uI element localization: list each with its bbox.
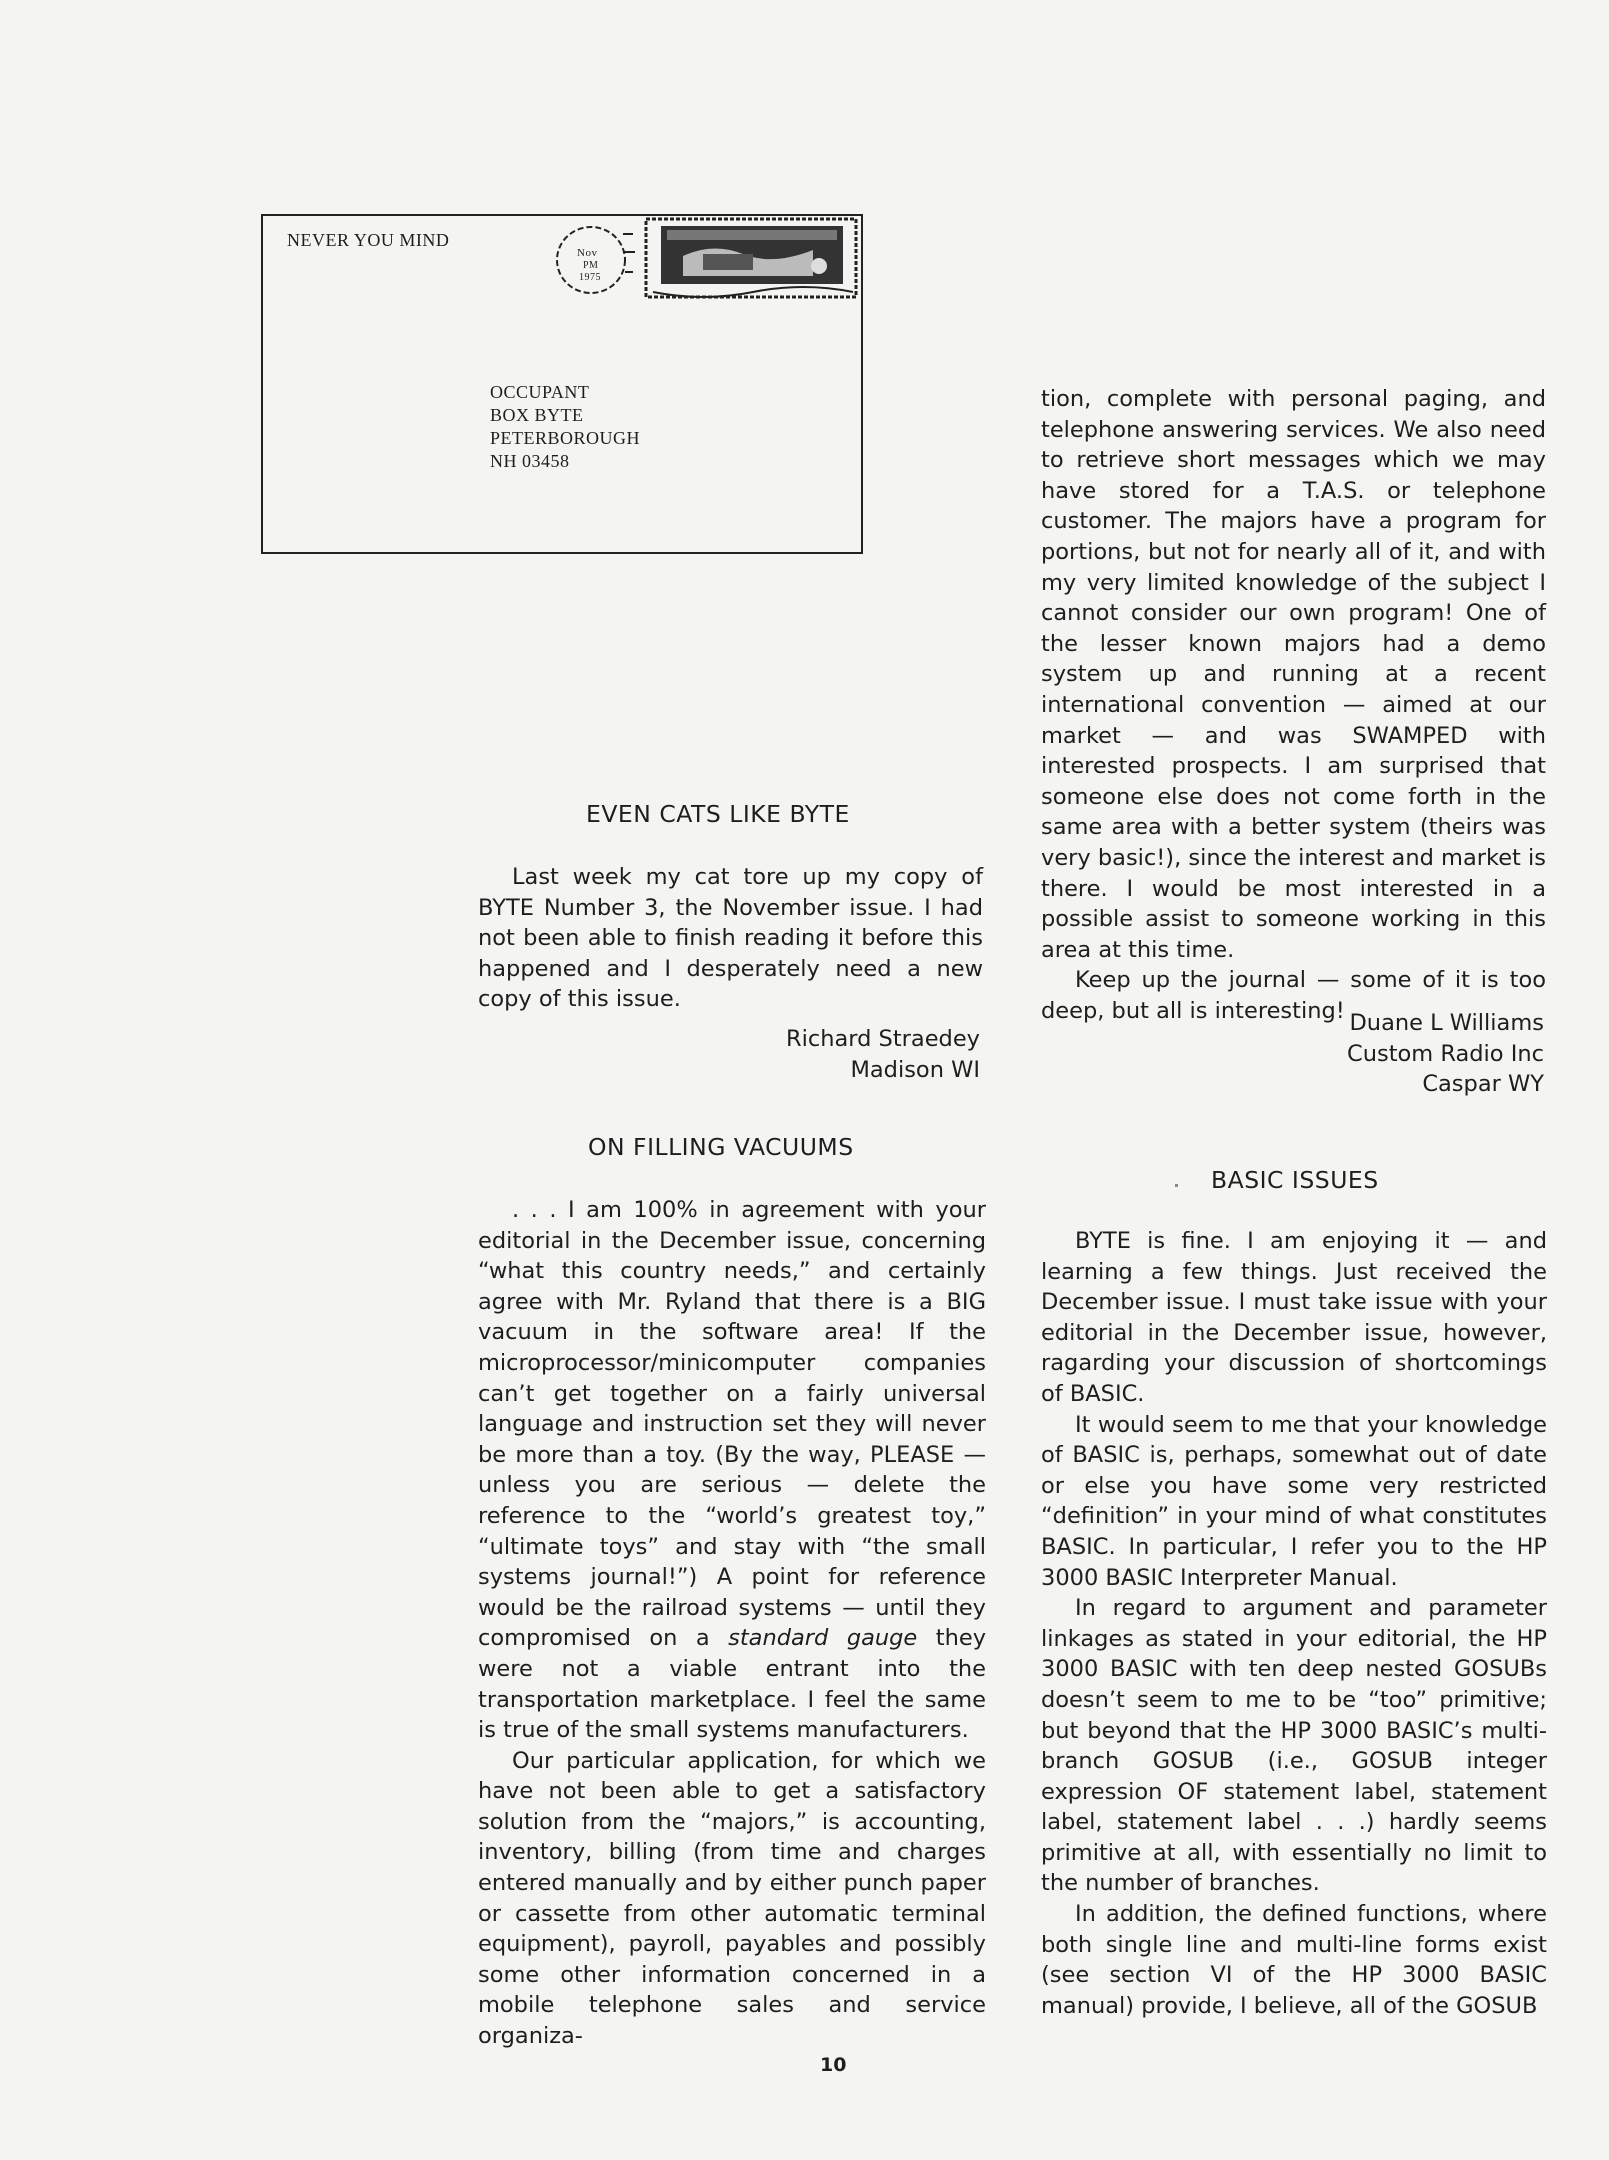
paragraph-text: . . . I am 100% in agreement with your editorial in the December issue, concerning “what this country needs,” and certainly agree with Mr. Ryland that there is a BIG vacuum in the software area! If the microprocessor/minicomputer companies can’t get together on a fairly universal language and instruction set they will never be more than a toy. (By the way, PLEASE — unless you are serious — delete the reference to the “world’s greatest toy,” “ultimate toys” and stay with “the small systems journal!”) A point for reference would be the railroad systems — until they compromised on a (478, 1197, 986, 1652)
svg-text:1975: 1975 (579, 272, 601, 283)
paragraph: It would seem to me that your knowledge of BASIC is, perhaps, somewhat out of date or else you have some very restricted “definition” in your mind of what constitutes BASIC. In particular, I refer you to the HP 3000 BASIC Interpreter Manual. (1041, 1411, 1547, 1591)
signature-williams (1220, 1008, 1544, 1100)
signature-line: Duane L Williams (1349, 1010, 1544, 1036)
paragraph: In addition, the defined functions, where both single line and multi-line forms exist (see section VI of the HP 3000 BASIC manual) provide, I believe, all of the GOSUB (1041, 1901, 1547, 2019)
emphasis-text: standard gauge (728, 1625, 918, 1652)
address-line: BOX BYTE (490, 405, 584, 425)
postage-stamp-icon (643, 216, 861, 304)
recipient-address (490, 381, 640, 473)
paragraph: In regard to argument and parameter linkages as stated in your editorial, the HP 3000 BASIC with ten deep nested GOSUBs doesn’t seem to me to be “too” primitive; but beyond that the HP 3000 BASIC’s multi-branch GOSUB (i.e., GOSUB integer expression OF statement label, statement label, statement label . . .) hardly seems primitive at all, with essentially no limit to the number of branches. (1041, 1595, 1547, 1897)
signature-line: Custom Radio Inc (1347, 1040, 1544, 1067)
signature-line: Caspar WY (1422, 1071, 1544, 1098)
postmark-icon (549, 222, 639, 302)
svg-text:Nov: Nov (577, 247, 598, 259)
letter-heading-cats: EVEN CATS LIKE BYTE (586, 800, 850, 828)
letter-body-vacuums (478, 1195, 986, 2052)
paragraph (478, 1195, 986, 1746)
signature-straedey (700, 1024, 980, 1085)
signature-line: Richard Straedey (785, 1026, 980, 1052)
page-number: 10 (820, 2054, 847, 2076)
paragraph-text: they were not a viable entrant into the transportation marketplace. I feel the same is true of the small systems manufacturers. (478, 1625, 987, 1744)
address-line: PETERBOROUGH (490, 428, 641, 448)
address-line: NH 03458 (490, 451, 570, 471)
paragraph: tion, complete with personal paging, and telephone answering services. We also need to retrieve short messages which we may have stored for a T.A.S. or telephone customer. The majors have a program for portions, but not for nearly all of it, and with my very limited knowledge of the subject I cannot consider our own program! One of the lesser known majors had a demo system up and running at a recent international convention — aimed at our market — and was SWAMPED with interested prospects. I am surprised that someone else does not come forth in the same area with a better system (theirs was very basic!), since the interest and market is there. I would be most interested in a possible assist to someone working in this area at this time. (1041, 386, 1546, 963)
letter-body-basic (1041, 1226, 1547, 2021)
signature-line: Madison WI (850, 1056, 980, 1083)
envelope-illustration (261, 214, 863, 554)
paragraph: Last week my cat tore up my copy of BYTE Number 3, the November issue. I had not been able to finish reading it before this happened and I desperately need a new copy of this issue. (478, 864, 983, 1013)
address-line: OCCUPANT (490, 382, 590, 402)
stray-mark (1175, 1184, 1178, 1187)
paragraph: Keep up the journal — some of it is too deep, but all is interesting! (1041, 967, 1546, 1024)
envelope-sender: NEVER YOU MIND (287, 230, 450, 250)
svg-text:PM: PM (583, 260, 599, 271)
letter-body-vacuums-continued (1041, 384, 1546, 1026)
letter-heading-vacuums: ON FILLING VACUUMS (588, 1133, 854, 1161)
letter-body-cats (478, 862, 983, 1015)
paragraph: BYTE is fine. I am enjoying it — and learning a few things. Just received the December issue. I must take issue with your editorial in the December issue, however, ragarding your discussion of shortcomings of BASIC. (1041, 1228, 1547, 1407)
paragraph: Our particular application, for which we have not been able to get a satisfactory solution from the “majors,” is accounting, inventory, billing (from time and charges entered manually and by either punch paper or cassette from other automatic terminal equipment), payroll, payables and possibly some other information concerned in a mobile telephone sales and service organiza- (478, 1747, 986, 2050)
letter-heading-basic: BASIC ISSUES (1211, 1166, 1379, 1194)
